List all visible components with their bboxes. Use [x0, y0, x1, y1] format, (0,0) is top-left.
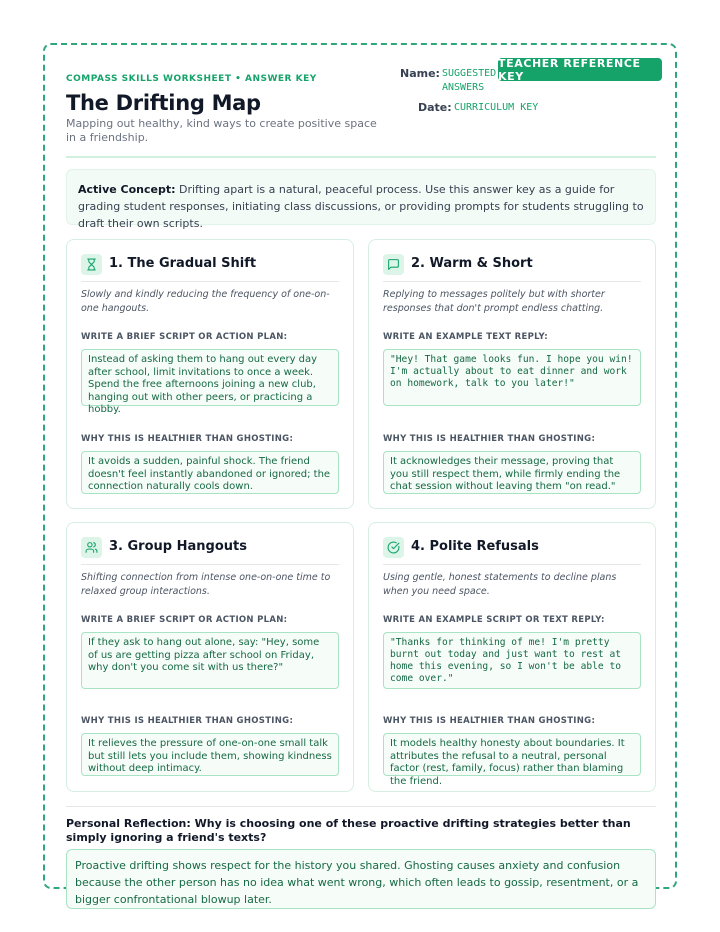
- why-label: WHY THIS IS HEALTHIER THAN GHOSTING:: [81, 434, 294, 444]
- reflection-divider: [66, 806, 656, 807]
- card-description: Shifting connection from intense one-on-one time to relaxed group interactions.: [81, 572, 331, 597]
- name-label: Name:: [400, 67, 440, 80]
- teacher-reference-badge: TEACHER REFERENCE KEY: [498, 58, 662, 81]
- script-answer-field[interactable]: Instead of asking them to hang out every day after school, limit invitations to once a week. Spend the free afternoons joining a new club, hanging out with other peers, or practicing a hobby.: [81, 349, 339, 406]
- why-answer-field[interactable]: It acknowledges their message, proving that you still respect them, while firmly ending the chat session without leaving them "on read.": [383, 451, 641, 494]
- card-description: Using gentle, honest statements to decline plans when you need space.: [383, 572, 617, 597]
- page-subtitle: Mapping out healthy, kind ways to create positive space in a friendship.: [66, 117, 377, 144]
- why-label: WHY THIS IS HEALTHIER THAN GHOSTING:: [383, 716, 596, 726]
- date-label: Date:: [418, 101, 452, 114]
- why-answer-field[interactable]: It models healthy honesty about boundaries. It attributes the refusal to a neutral, personal factor (rest, family, focus) rather than blaming the friend.: [383, 733, 641, 776]
- card-title: 3. Group Hangouts: [109, 539, 247, 554]
- strategy-card-warm-short: [368, 239, 656, 509]
- date-value: CURRICULUM KEY: [454, 102, 539, 113]
- header-divider: [66, 156, 656, 158]
- reflection-answer-field[interactable]: Proactive drifting shows respect for the history you shared. Ghosting causes anxiety and confusion because the other person has no idea what went wrong, which often leads to gossip, resentment, or a bigger confrontational blowup later.: [66, 849, 656, 909]
- card-header: [383, 254, 641, 282]
- prompt-label: WRITE A BRIEF SCRIPT OR ACTION PLAN:: [81, 615, 288, 625]
- text-reply-answer-field[interactable]: "Thanks for thinking of me! I'm pretty burnt out today and just want to rest at home this evening, so I won't be able to come over.": [383, 632, 641, 689]
- card-header: [81, 537, 339, 565]
- name-value: SUGGESTED ANSWERS: [442, 68, 497, 93]
- page-title: The Drifting Map: [66, 91, 261, 115]
- why-label: WHY THIS IS HEALTHIER THAN GHOSTING:: [383, 434, 596, 444]
- card-header: [383, 537, 641, 565]
- script-answer-field[interactable]: If they ask to hang out alone, say: "Hey, some of us are getting pizza after school on Friday, why don't you come sit with us there?": [81, 632, 339, 689]
- prompt-label: WRITE A BRIEF SCRIPT OR ACTION PLAN:: [81, 332, 288, 342]
- worksheet-eyebrow: COMPASS SKILLS WORKSHEET • ANSWER KEY: [66, 74, 317, 84]
- why-answer-field[interactable]: It relieves the pressure of one-on-one small talk but still lets you include them, showing kindness without deep intimacy.: [81, 733, 339, 776]
- active-concept-box: [66, 169, 656, 230]
- prompt-label: WRITE AN EXAMPLE TEXT REPLY:: [383, 332, 548, 342]
- card-header: [81, 254, 339, 282]
- strategy-card-gradual-shift: [66, 239, 354, 509]
- strategy-card-polite-refusals: [368, 522, 656, 792]
- text-reply-answer-field[interactable]: "Hey! That game looks fun. I hope you win! I'm actually about to eat dinner and work on homework, talk to you later!": [383, 349, 641, 406]
- concept-text: Drifting apart is a natural, peaceful process. Use this answer key as a guide for grading student responses, initiating class discussions, or providing prompts for students struggling to draft their own scripts.: [78, 183, 644, 230]
- card-description: Replying to messages politely but with shorter responses that don't prompt endless chatting.: [383, 289, 605, 314]
- strategy-card-group-hangouts: [66, 522, 354, 792]
- prompt-label: WRITE AN EXAMPLE SCRIPT OR TEXT REPLY:: [383, 615, 605, 625]
- card-title: 1. The Gradual Shift: [109, 256, 257, 271]
- concept-label: Active Concept:: [78, 183, 176, 196]
- card-title: 4. Polite Refusals: [411, 539, 539, 554]
- worksheet: [43, 43, 677, 906]
- reflection-question: Personal Reflection: Why is choosing one of these proactive drifting strategies better than simply ignoring a friend's texts?: [66, 817, 631, 844]
- hourglass-icon: [81, 254, 102, 275]
- why-label: WHY THIS IS HEALTHIER THAN GHOSTING:: [81, 716, 294, 726]
- message-square-icon: [383, 254, 404, 275]
- check-circle-icon: [383, 537, 404, 558]
- card-title: 2. Warm & Short: [411, 256, 533, 271]
- users-icon: [81, 537, 102, 558]
- why-answer-field[interactable]: It avoids a sudden, painful shock. The friend doesn't feel instantly abandoned or ignored; the connection naturally cools down.: [81, 451, 339, 494]
- card-description: Slowly and kindly reducing the frequency of one-on-one hangouts.: [81, 289, 330, 314]
